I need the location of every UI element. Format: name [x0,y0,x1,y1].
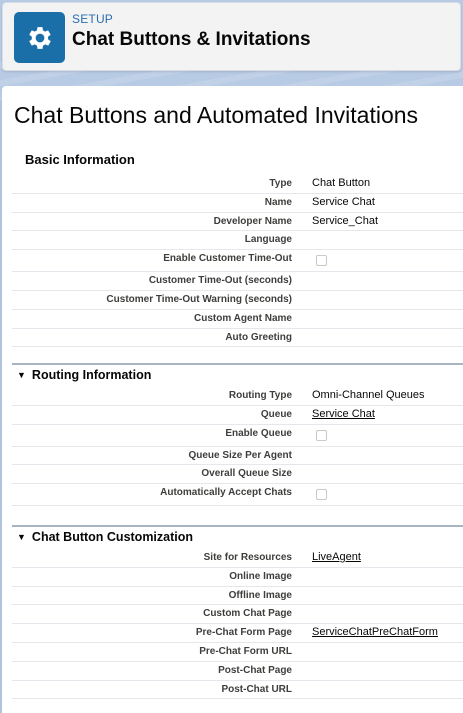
field-value [292,568,463,570]
section-routing-information[interactable] [12,363,463,385]
field-value [292,425,463,444]
field-row [12,250,463,272]
field-row [12,406,463,425]
field-row [12,272,463,291]
field-row [12,587,463,606]
field-row [12,425,463,447]
field-label: Auto Greeting [225,331,292,343]
section-title: Chat Button Customization [31,530,194,544]
field-value [292,447,463,449]
field-label: Customer Time-Out (seconds) [148,275,292,287]
field-value [292,250,463,269]
checkbox [316,255,327,266]
field-label: Developer Name [213,215,292,227]
field-value: Service Chat [312,195,375,208]
field-label: Post-Chat Page [218,664,292,676]
basic-information-rows [12,175,463,347]
checkbox [316,489,327,500]
field-row [12,662,463,681]
chat-button-customization-rows [12,549,463,699]
field-row [12,624,463,643]
field-label: Custom Chat Page [203,608,292,620]
field-value [292,643,463,645]
field-label: Automatically Accept Chats [160,487,292,499]
field-label: Pre-Chat Form URL [199,645,292,657]
field-value [292,465,463,467]
field-value: Omni-Channel Queues [312,389,425,401]
page-title: Chat Buttons & Invitations [72,29,311,50]
field-label: Enable Customer Time-Out [163,253,292,265]
detail-panel [2,86,463,713]
field-row [12,329,463,348]
section-chat-button-customization[interactable] [12,525,463,547]
field-value [292,605,463,607]
field-link[interactable]: LiveAgent [312,551,361,563]
field-row [12,681,463,700]
field-row [12,605,463,624]
field-label: Type [269,178,292,189]
field-row [12,213,463,232]
field-value [292,272,463,274]
field-link[interactable]: ServiceChatPreChatForm [312,626,438,639]
setup-header [2,2,461,71]
field-value [292,484,463,503]
field-label: Online Image [229,570,292,582]
field-link[interactable]: Service Chat [312,407,375,420]
collapse-triangle-icon: ▼ [17,532,26,542]
field-label: Enable Queue [225,427,292,439]
field-value: Service_Chat [312,214,379,227]
field-value [292,681,463,683]
field-value: Chat Button [312,177,371,189]
field-label: Customer Time-Out Warning (seconds) [106,293,292,305]
field-label: Language [244,234,292,246]
field-row [12,231,463,250]
field-label: Name [264,196,292,208]
gear-icon [14,12,65,63]
field-row [12,568,463,587]
field-label: Post-Chat URL [221,683,292,695]
field-value [292,587,463,589]
field-row [12,310,463,329]
field-row [12,465,463,484]
setup-label: SETUP [72,12,114,26]
routing-information-rows [12,387,463,506]
field-label: Routing Type [228,390,292,401]
field-label: Overall Queue Size [201,468,292,480]
field-row [12,175,463,194]
field-value [292,329,463,331]
field-label: Custom Agent Name [194,312,292,324]
field-row [12,194,463,213]
field-value [292,310,463,312]
field-row [12,484,463,506]
field-value [292,231,463,233]
field-row [12,291,463,310]
field-value [292,624,463,638]
field-label: Queue [260,408,292,420]
field-row [12,643,463,662]
field-value [292,549,463,563]
field-label: Pre-Chat Form Page [195,627,292,639]
field-value [292,291,463,293]
field-label: Site for Resources [203,552,292,563]
collapse-triangle-icon: ▼ [17,370,26,380]
field-row [12,447,463,466]
field-row [12,387,463,406]
field-row [12,549,463,568]
checkbox [316,430,327,441]
field-value [292,406,463,420]
section-basic-information: Basic Information [25,152,135,167]
field-label: Offline Image [228,589,292,601]
detail-heading: Chat Buttons and Automated Invitations [14,102,419,128]
field-value [292,662,463,664]
section-title: Routing Information [31,368,152,382]
field-label: Queue Size Per Agent [188,449,292,461]
